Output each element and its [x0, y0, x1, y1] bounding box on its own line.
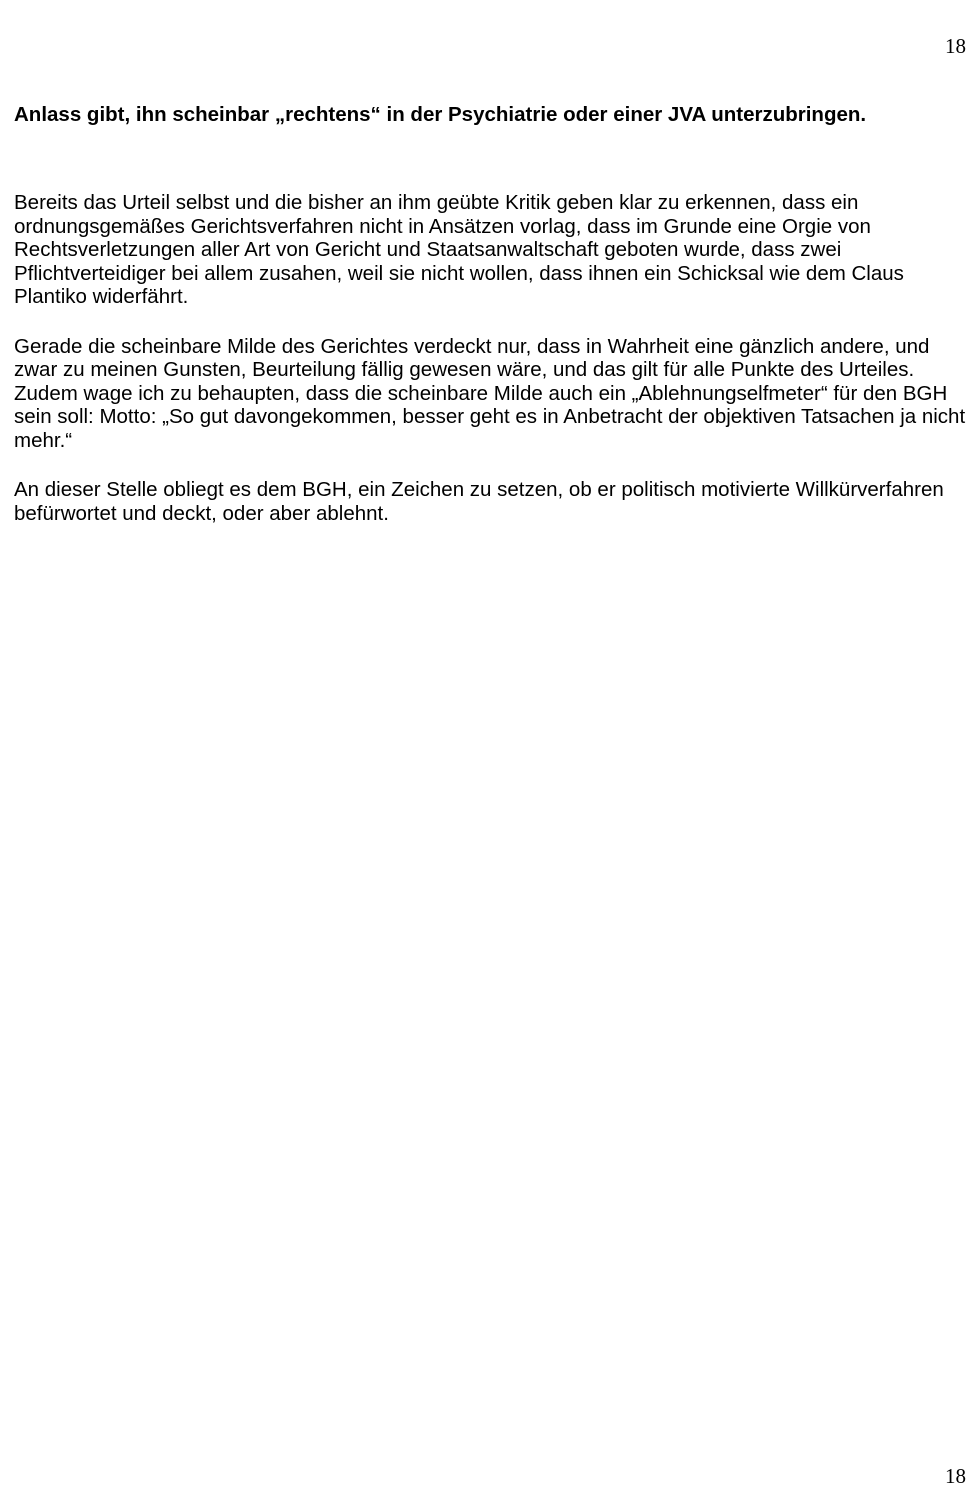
lead-paragraph: Anlass gibt, ihn scheinbar „rechtens“ in der Psychiatrie oder einer JVA unterzubringen. — [14, 103, 867, 126]
page-number-bottom: 18 — [945, 1464, 966, 1488]
paragraph-3: An dieser Stelle obliegt es dem BGH, ein Zeichen zu setzen, ob er politisch motivierte Willkürverfahren befürwortet und deckt, oder aber ablehnt. — [14, 478, 944, 525]
paragraph-1: Bereits das Urteil selbst und die bisher an ihm geübte Kritik geben klar zu erkennen, dass ein ordnungsgemäßes Gerichtsverfahren nicht in Ansätzen vorlag, dass im Grunde eine Orgie von Rechtsverletzungen aller Art von Gericht und Staatsanwaltschaft geboten wurde, dass zwei Pflichtverteidiger bei allem zusahen, weil sie nicht wollen, dass ihnen ein Schicksal wie dem Claus Plantiko widerfährt. — [14, 191, 904, 308]
page-number-top: 18 — [945, 34, 966, 58]
paragraph-2: Gerade die scheinbare Milde des Gerichtes verdeckt nur, dass in Wahrheit eine gänzlich andere, und zwar zu meinen Gunsten, Beurteilung fällig gewesen wäre, und das gilt für alle Punkte des Urteiles. Zudem wage ich zu behaupten, dass die scheinbare Milde auch ein „Ablehnungselfmeter“ für den BGH sein soll: Motto: „So gut davongekommen, besser geht es in Anbetracht der objektiven Tatsachen ja nicht mehr.“ — [14, 334, 966, 452]
document-body — [14, 101, 972, 551]
